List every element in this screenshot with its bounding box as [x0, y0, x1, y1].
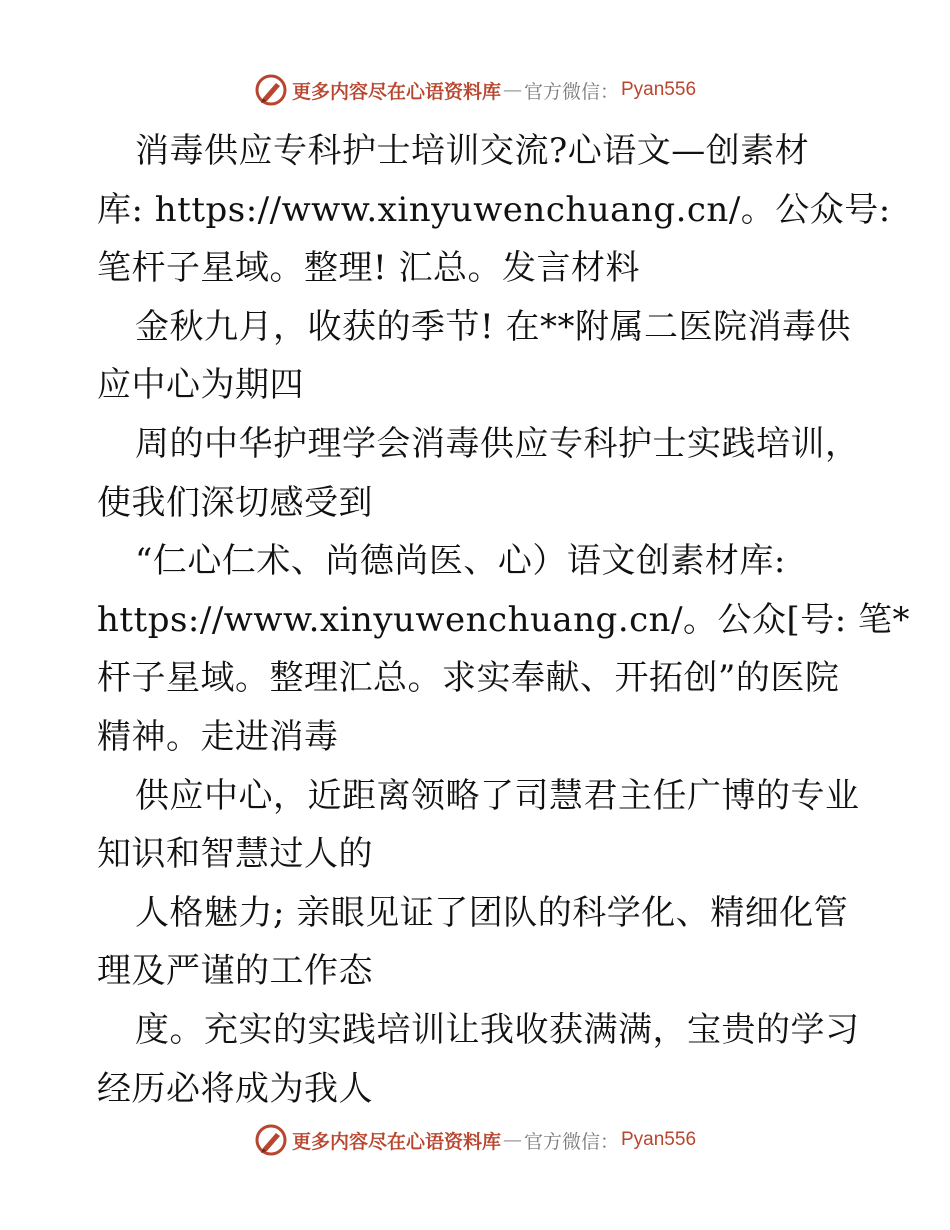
- text-line: 周的中华护理学会消毒供应专科护士实践培训，: [135, 423, 860, 464]
- text-line: 度。充实的实践培训让我收获满满，宝贵的学习: [135, 1009, 860, 1050]
- header-brand-text: 更多内容尽在心语资料库: [291, 80, 501, 103]
- header-banner: [0, 70, 950, 110]
- footer-brand-text: 更多内容尽在心语资料库: [291, 1130, 501, 1153]
- text-line: “仁心仁术、尚德尚医、心）语文创素材库:: [135, 541, 786, 582]
- header-wechat-id: Pyan556: [621, 79, 697, 100]
- footer-separator: —: [502, 1129, 522, 1151]
- text-line: 人格魅力; 亲眼见证了团队的科学化、精细化管: [135, 892, 849, 933]
- pen-logo-icon: [254, 73, 288, 107]
- text-line: 理及严谨的工作态: [97, 951, 373, 992]
- document-body: [97, 122, 911, 1118]
- text-line: https://www.xinyuwenchuang.cn/。公众[号: 笔*: [97, 599, 911, 640]
- text-line: 供应中心，近距离领略了司慧君主任广博的专业: [135, 775, 860, 816]
- text-line: 消毒供应专科护士培训交流?心语文—创素材: [135, 131, 810, 171]
- text-line: 经历必将成为我人: [97, 1068, 373, 1109]
- text-line: 应中心为期四: [97, 365, 304, 406]
- text-line: 使我们深切感受到: [97, 482, 373, 523]
- text-line: 精神。走进消毒: [97, 716, 339, 757]
- header-official-label: 官方微信：: [523, 80, 619, 103]
- header-separator: —: [502, 79, 522, 101]
- text-line: 金秋九月，收获的季节! 在**附属二医院消毒供: [135, 306, 851, 347]
- text-line: 库: https://www.xinyuwenchuang.cn/。公众号:: [97, 189, 891, 230]
- text-line: 笔杆子星域。整理! 汇总。发言材料: [97, 248, 640, 289]
- text-line: 杆子星域。整理汇总。求实奉献、开拓创”的医院: [97, 658, 840, 699]
- footer-banner: [0, 1120, 950, 1160]
- footer-official-label: 官方微信：: [523, 1130, 619, 1153]
- footer-wechat-id: Pyan556: [621, 1129, 697, 1150]
- text-line: 知识和智慧过人的: [97, 834, 373, 875]
- pen-logo-icon: [254, 1123, 288, 1157]
